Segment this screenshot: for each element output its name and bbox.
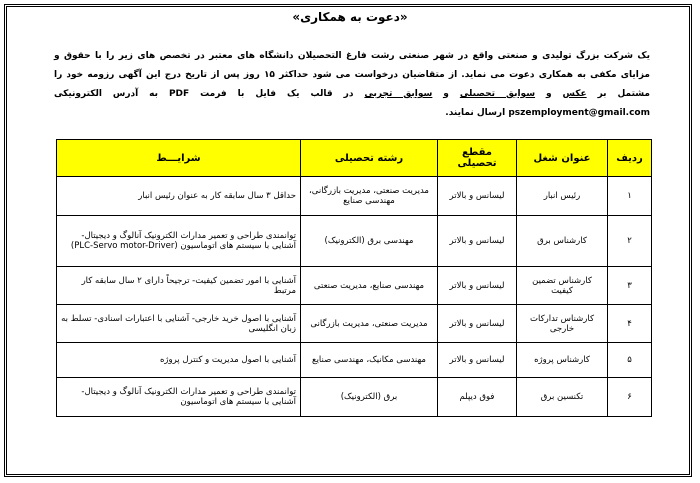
row-id: ۲ — [608, 216, 652, 267]
row-id: ۴ — [608, 305, 652, 343]
row-conditions: حداقل ۳ سال سابقه کار به عنوان رئیس انبار — [57, 177, 301, 216]
intro-paragraph — [54, 47, 650, 123]
row-id: ۱ — [608, 177, 652, 216]
table-row — [57, 216, 652, 267]
photo-term: عکس — [562, 89, 587, 99]
table-row — [57, 267, 652, 305]
row-field: مهندسی صنایع، مدیریت صنعتی — [301, 267, 438, 305]
table-row — [57, 177, 652, 216]
row-field: مدیریت صنعتی، مدیریت بازرگانی، مهندسی صنایع — [301, 177, 438, 216]
row-degree: لیسانس و بالاتر — [438, 267, 517, 305]
table-row — [57, 343, 652, 378]
experience-term: سوابق تجربی — [364, 89, 433, 99]
row-field: مهندسی مکانیک، مهندسی صنایع — [301, 343, 438, 378]
intro-text-3: ارسال نمایند. — [445, 108, 509, 118]
education-term: سوابق تحصیلی — [459, 89, 536, 99]
intro-text-1: یک شرکت بزرگ تولیدی و صنعتی واقع در شهر صنعتی رشت فارغ التحصیلان دانشگاه های معتبر در تخصص های زیر را با حقوق و مزایای مکفی به همکاری دعوت می نماید. از متقاضیان درخواست می شود حداکثر ۱۵ روز پس از تاریخ درج این آگهی رزومه خود را مشتمل بر — [54, 51, 650, 99]
table-row — [57, 305, 652, 343]
row-job-title: کارشناس تدارکات خارجی — [517, 305, 608, 343]
header-field: رشته تحصیلی — [301, 140, 438, 177]
row-id: ۵ — [608, 343, 652, 378]
row-conditions: توانمندی طراحی و تعمیر مدارات الکترونیک آنالوگ و دیجیتال- آشنایی با سیستم های اتوماسیون — [57, 378, 301, 417]
row-degree: فوق دیپلم — [438, 378, 517, 417]
row-job-title: کارشناس تضمین کیفیت — [517, 267, 608, 305]
header-id: ردیف — [608, 140, 652, 177]
intro-and-2: و — [432, 89, 460, 99]
row-conditions: توانمندی طراحی و تعمیر مدارات الکترونیک آنالوگ و دیجیتال- آشنایی با سیستم های اتوماسیون (PLC-Servo motor-Driver) — [57, 216, 301, 267]
table-row — [57, 378, 652, 417]
row-id: ۶ — [608, 378, 652, 417]
row-job-title: کارشناس پروژه — [517, 343, 608, 378]
row-conditions: آشنایی با اصول مدیریت و کنترل پروژه — [57, 343, 301, 378]
table-header-row — [57, 140, 652, 177]
row-field: مدیریت صنعتی، مدیریت بازرگانی — [301, 305, 438, 343]
header-conditions: شرایـــط — [57, 140, 301, 177]
row-conditions: آشنایی با اصول خرید خارجی- آشنایی با اعتبارات اسنادی- تسلط به زبان انگلیسی — [57, 305, 301, 343]
row-id: ۳ — [608, 267, 652, 305]
header-degree: مقطع تحصیلی — [438, 140, 517, 177]
row-degree: لیسانس و بالاتر — [438, 343, 517, 378]
header-job-title: عنوان شغل — [517, 140, 608, 177]
row-degree: لیسانس و بالاتر — [438, 177, 517, 216]
intro-text-2: در قالب یک فایل با فرمت PDF به آدرس الکترونیکی — [54, 89, 365, 99]
row-degree: لیسانس و بالاتر — [438, 216, 517, 267]
row-field: مهندسی برق (الکترونیک) — [301, 216, 438, 267]
intro-and-1: و — [535, 89, 563, 99]
row-conditions: آشنایی با امور تضمین کیفیت- ترجیحاً دارای ۲ سال سابقه کار مرتبط — [57, 267, 301, 305]
page-title: «دعوت به همکاری» — [292, 10, 408, 24]
row-job-title: رئیس انبار — [517, 177, 608, 216]
row-job-title: تکنسین برق — [517, 378, 608, 417]
row-field: برق (الکترونیک) — [301, 378, 438, 417]
row-degree: لیسانس و بالاتر — [438, 305, 517, 343]
email-address[interactable]: pszemployment@gmail.com — [508, 108, 650, 118]
row-job-title: کارشناس برق — [517, 216, 608, 267]
job-openings-table — [56, 139, 652, 417]
